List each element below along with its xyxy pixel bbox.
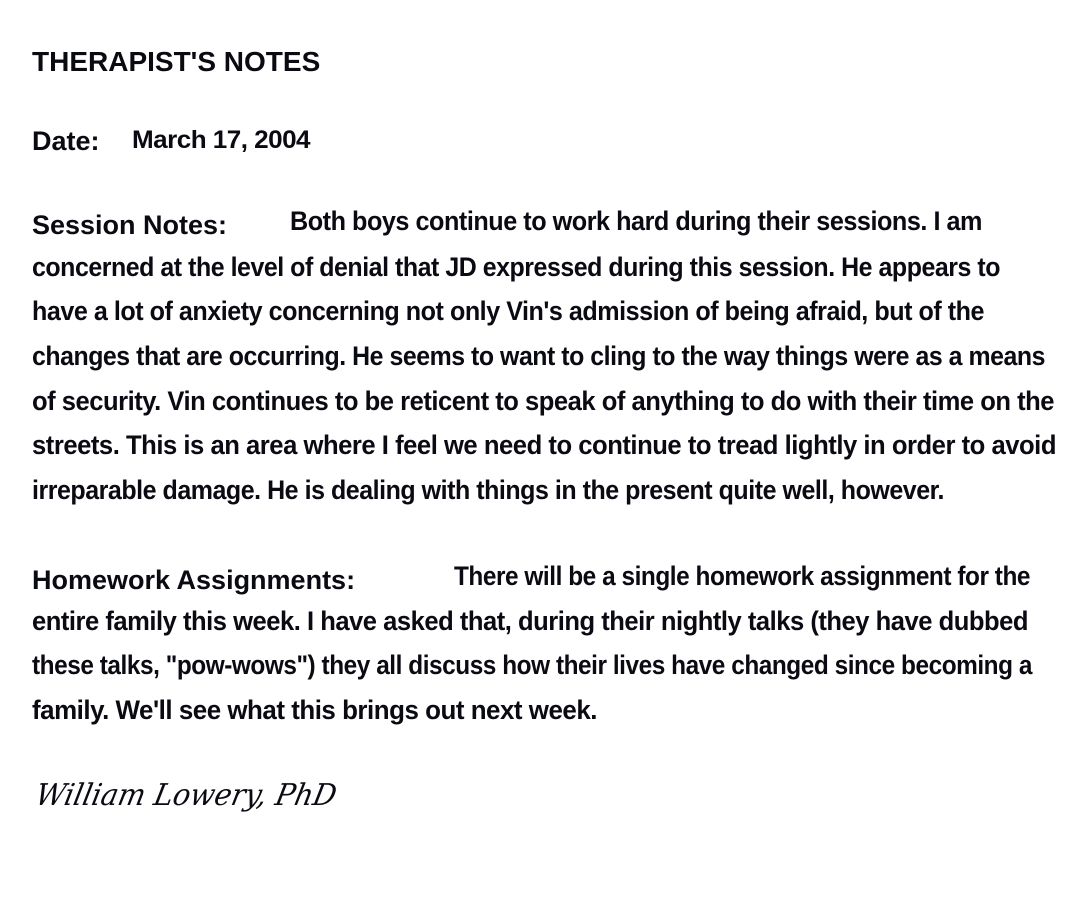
- document-title: THERAPIST'S NOTES: [32, 46, 321, 77]
- signature: William Lowery, PhD: [32, 778, 340, 813]
- session-notes-line: of security. Vin continues to be reticent to speak of anything to do with their time on the: [32, 386, 1054, 416]
- date-value: March 17, 2004: [132, 126, 310, 154]
- homework-line: entire family this week. I have asked that, during their nightly talks (they have dubbed: [32, 606, 1028, 636]
- homework-label: Homework Assignments:: [32, 565, 356, 595]
- session-notes-line: streets. This is an area where I feel we need to continue to tread lightly in order to avoid: [32, 430, 1056, 460]
- session-notes-label: Session Notes:: [32, 210, 228, 240]
- session-notes-line: have a lot of anxiety concerning not only Vin's admission of being afraid, but of the: [32, 296, 984, 326]
- homework-line: There will be a single homework assignment for the: [454, 561, 1030, 591]
- date-label: Date:: [32, 126, 100, 156]
- homework-line: family. We'll see what this brings out next week.: [32, 695, 597, 725]
- homework-line: these talks, "pow-wows") they all discuss how their lives have changed since becoming a: [32, 650, 1032, 680]
- session-notes-line: concerned at the level of denial that JD expressed during this session. He appears to: [32, 252, 1000, 282]
- session-notes-line: irreparable damage. He is dealing with things in the present quite well, however.: [32, 475, 944, 505]
- session-notes-line: changes that are occurring. He seems to want to cling to the way things were as a means: [32, 341, 1045, 371]
- session-notes-line: Both boys continue to work hard during their sessions. I am: [290, 206, 982, 236]
